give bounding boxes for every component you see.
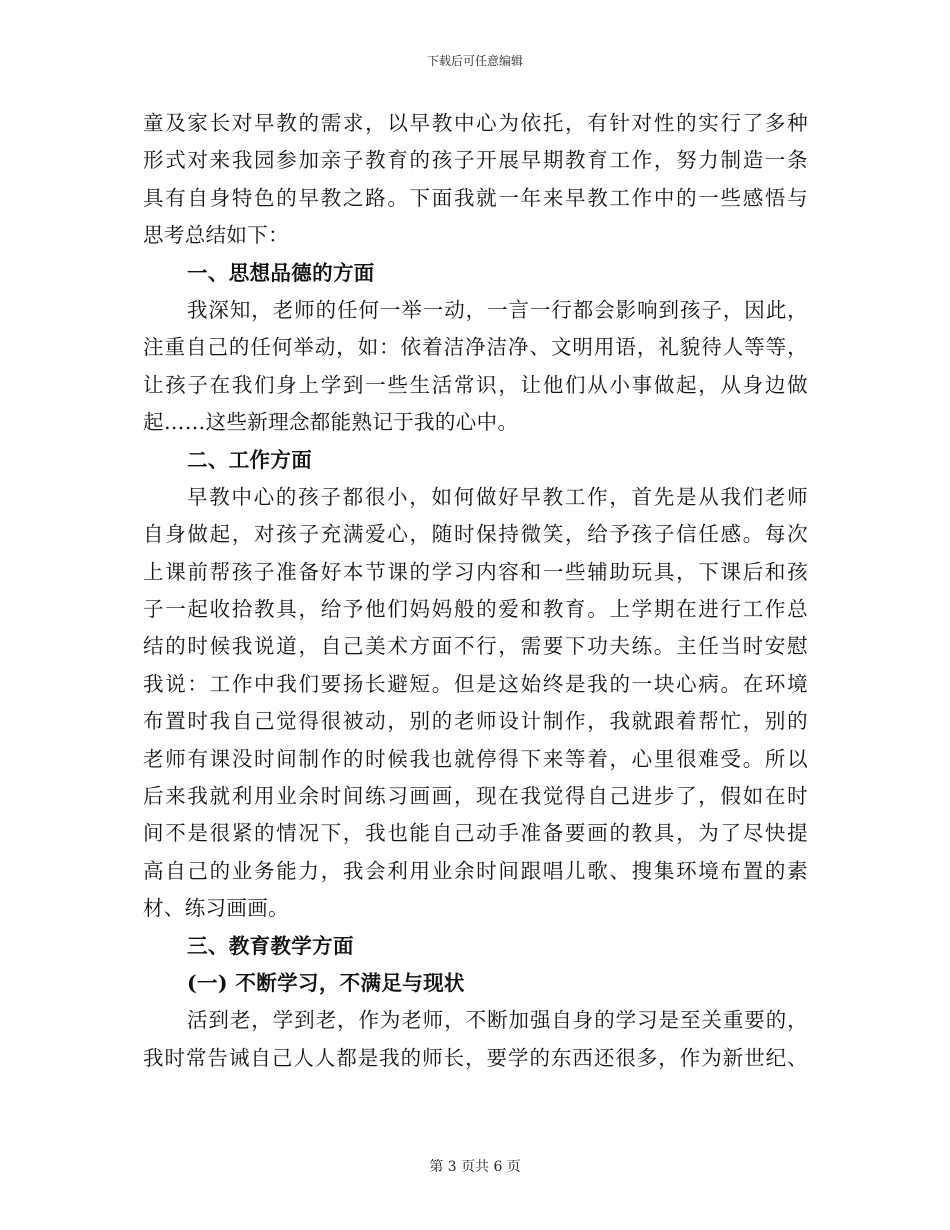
paragraph-line: 我深知，老师的任何一举一动，一言一行都会影响到孩子，因此，: [187, 297, 808, 322]
section-heading: 三、教育教学方面: [187, 933, 354, 958]
paragraph-line: 材、练习画画。: [143, 896, 289, 921]
paragraph-line: 活到老，学到老，作为老师，不断加强自身的学习是至关重要的，: [187, 1008, 808, 1033]
paragraph-line: 形式对来我园参加亲子教育的孩子开展早期教育工作，努力制造一条: [143, 148, 808, 173]
page-header: 下载后可任意编辑: [426, 54, 523, 68]
paragraph-line: 上课前帮孩子准备好本节课的学习内容和一些辅助玩具，下课后和孩: [143, 559, 808, 584]
paragraph-line: 结的时候我说道，自己美术方面不行，需要下功夫练。主任当时安慰: [143, 634, 808, 659]
paragraph-line: 注重自己的任何举动，如：依着洁净洁净、文明用语，礼貌待人等等，: [143, 335, 808, 360]
page-footer: 第 3 页共 6 页: [429, 1159, 521, 1175]
document-body: [143, 105, 808, 1077]
paragraph-line: 思考总结如下：: [143, 223, 289, 248]
paragraph-line: 我说：工作中我们要扬长避短。但是这始终是我的一块心病。在环境: [143, 671, 808, 696]
subsection-heading: (一) 不断学习，不满足与现状: [187, 970, 465, 995]
paragraph-line: 子一起收拾教具，给予他们妈妈般的爱和教育。上学期在进行工作总: [143, 597, 808, 622]
paragraph-line: 我时常告诫自己人人都是我的师长，要学的东西还很多，作为新世纪、: [143, 1045, 808, 1070]
section-heading: 一、思想品德的方面: [187, 260, 375, 285]
paragraph-line: 后来我就利用业余时间练习画画，现在我觉得自己进步了，假如在时: [143, 784, 808, 809]
paragraph-line: 间不是很紧的情况下，我也能自己动手准备要画的教具，为了尽快提: [143, 821, 808, 846]
paragraph-line: 老师有课没时间制作的时候我也就停得下来等着，心里很难受。所以: [143, 746, 808, 771]
section-heading: 二、工作方面: [187, 447, 313, 472]
paragraph-line: 早教中心的孩子都很小，如何做好早教工作，首先是从我们老师: [187, 484, 808, 509]
paragraph-line: 高自己的业务能力，我会利用业余时间跟唱儿歌、搜集环境布置的素: [143, 858, 808, 883]
paragraph-line: 自身做起，对孩子充满爱心，随时保持微笑，给予孩子信任感。每次: [143, 522, 808, 547]
paragraph-line: 具有自身特色的早教之路。下面我就一年来早教工作中的一些感悟与: [143, 185, 808, 210]
paragraph-line: 童及家长对早教的需求，以早教中心为依托，有针对性的实行了多种: [143, 111, 808, 135]
paragraph-line: 让孩子在我们身上学到一些生活常识，让他们从小事做起，从身边做: [143, 372, 808, 397]
paragraph-line: 布置时我自己觉得很被动，别的老师设计制作，我就跟着帮忙，别的: [143, 709, 808, 734]
paragraph-line: 起……这些新理念都能熟记于我的心中。: [143, 410, 519, 435]
